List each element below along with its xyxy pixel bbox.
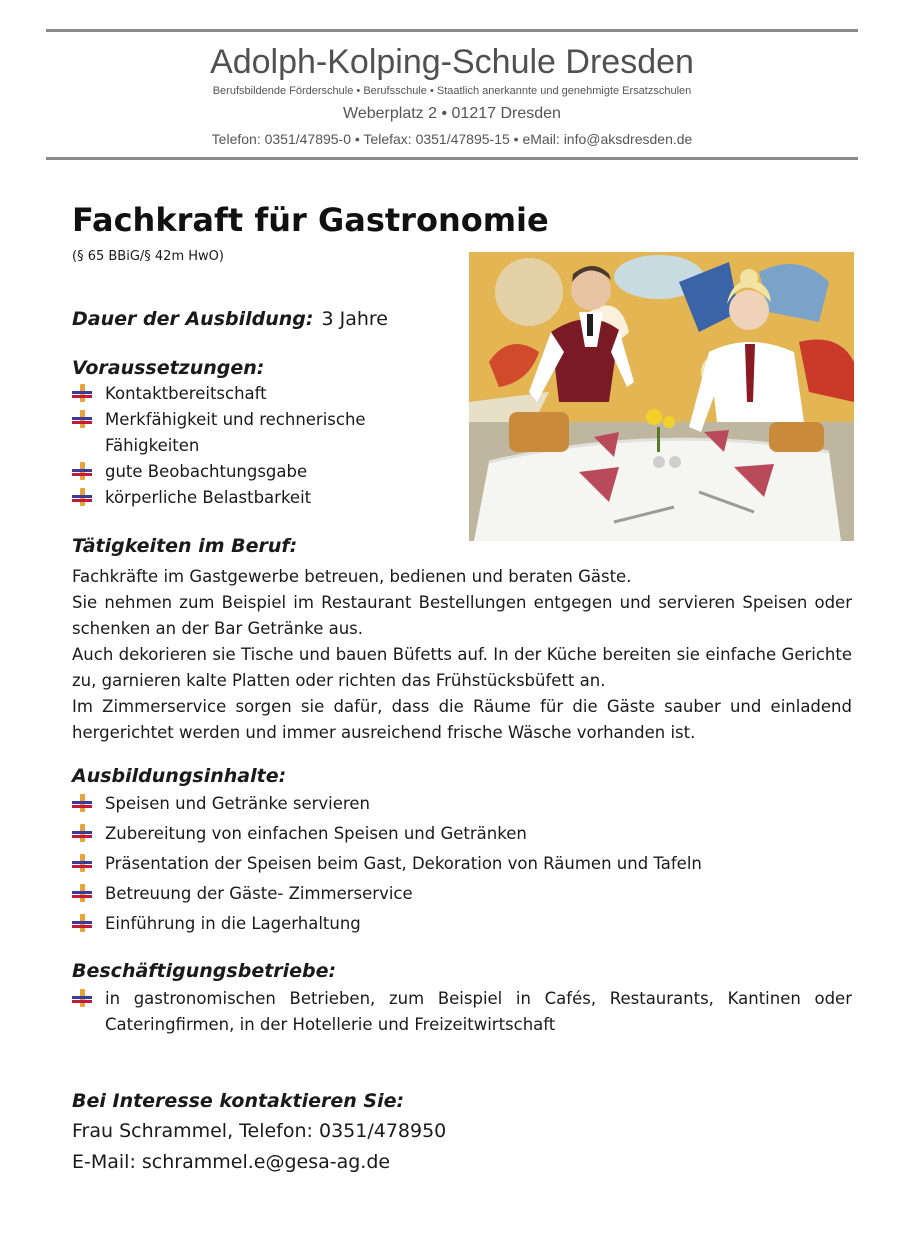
- school-subtitle: Berufsbildende Förderschule • Berufsschule • Staatlich anerkannte und genehmigte Ersatzschulen: [212, 85, 692, 97]
- cross-bullet-icon: [72, 989, 94, 1009]
- employers-heading: Beschäftigungsbetriebe:: [72, 960, 337, 982]
- page-title: Fachkraft für Gastronomie: [72, 201, 549, 239]
- cross-bullet-icon: [72, 488, 94, 508]
- cross-bullet-icon: [72, 384, 94, 404]
- list-item: [72, 849, 852, 879]
- school-name: Adolph-Kolping-Schule Dresden: [210, 43, 694, 81]
- list-item-text: Zubereitung von einfachen Speisen und Getränken: [105, 824, 527, 843]
- header-top-rule: [46, 29, 858, 32]
- activities-paragraph: Auch dekorieren sie Tische und bauen Büfetts auf. In der Küche bereiten sie einfache Gerichte zu, garnieren kalte Platten oder richten das Frühstücksbüfett an.: [72, 645, 852, 690]
- list-item: [72, 407, 402, 459]
- list-item-text: körperliche Belastbarkeit: [105, 488, 312, 507]
- cross-bullet-icon: [72, 462, 94, 482]
- requirements-list: [72, 381, 402, 511]
- contents-list: [72, 789, 852, 939]
- employers-list: [72, 986, 852, 1038]
- cross-bullet-icon: [72, 914, 94, 934]
- duration-line: [72, 307, 388, 331]
- school-address: Weberplatz 2 • 01217 Dresden: [343, 105, 561, 122]
- trainees-photo: [469, 252, 854, 541]
- duration-value: 3 Jahre: [321, 308, 388, 330]
- list-item: [72, 819, 852, 849]
- cross-bullet-icon: [72, 794, 94, 814]
- activities-heading: Tätigkeiten im Beruf:: [72, 535, 298, 557]
- contact-email: E-Mail: schrammel.e@gesa-ag.de: [72, 1151, 391, 1173]
- list-item: [72, 909, 852, 939]
- list-item-text: Betreuung der Gäste- Zimmerservice: [105, 884, 413, 903]
- list-item: [72, 485, 402, 511]
- list-item-text: gute Beobachtungsgabe: [105, 462, 308, 481]
- list-item-text: Speisen und Getränke servieren: [105, 794, 370, 813]
- contact-person: Frau Schrammel, Telefon: 0351/478950: [72, 1120, 447, 1142]
- cross-bullet-icon: [72, 824, 94, 844]
- list-item-text: Kontaktbereitschaft: [105, 384, 267, 403]
- list-item-text: Einführung in die Lagerhaltung: [105, 914, 361, 933]
- list-item-text: in gastronomischen Betrieben, zum Beispiel in Cafés, Restaurants, Kantinen oder Cateringfirmen, in der Hotellerie und Freizeitwirtschaft: [105, 989, 852, 1034]
- activities-paragraph: Sie nehmen zum Beispiel im Restaurant Bestellungen entgegen und servieren Speisen oder schenken an der Bar Getränke aus.: [72, 593, 852, 638]
- list-item: [72, 459, 402, 485]
- list-item: [72, 879, 852, 909]
- list-item: [72, 381, 402, 407]
- school-contact: Telefon: 0351/47895-0 • Telefax: 0351/47895-15 • eMail: info@aksdresden.de: [211, 131, 693, 147]
- contact-heading: Bei Interesse kontaktieren Sie:: [72, 1090, 405, 1112]
- cross-bullet-icon: [72, 884, 94, 904]
- cross-bullet-icon: [72, 410, 94, 430]
- legal-reference: (§ 65 BBiG/§ 42m HwO): [72, 249, 224, 264]
- list-item-text: Merkfähigkeit und rechnerische Fähigkeiten: [105, 410, 366, 455]
- activities-text: [72, 564, 852, 746]
- duration-label: Dauer der Ausbildung:: [72, 308, 314, 330]
- header-bottom-rule: [46, 157, 858, 160]
- cross-bullet-icon: [72, 854, 94, 874]
- list-item: [72, 986, 852, 1038]
- activities-paragraph: Im Zimmerservice sorgen sie dafür, dass die Räume für die Gäste sauber und einladend hergerichtet werden und immer ausreichend frische Wäsche vorhanden ist.: [72, 697, 852, 742]
- activities-paragraph: Fachkräfte im Gastgewerbe betreuen, bedienen und beraten Gäste.: [72, 567, 632, 586]
- requirements-heading: Voraussetzungen:: [72, 357, 265, 379]
- contents-heading: Ausbildungsinhalte:: [72, 765, 287, 787]
- list-item: [72, 789, 852, 819]
- list-item-text: Präsentation der Speisen beim Gast, Dekoration von Räumen und Tafeln: [105, 854, 702, 873]
